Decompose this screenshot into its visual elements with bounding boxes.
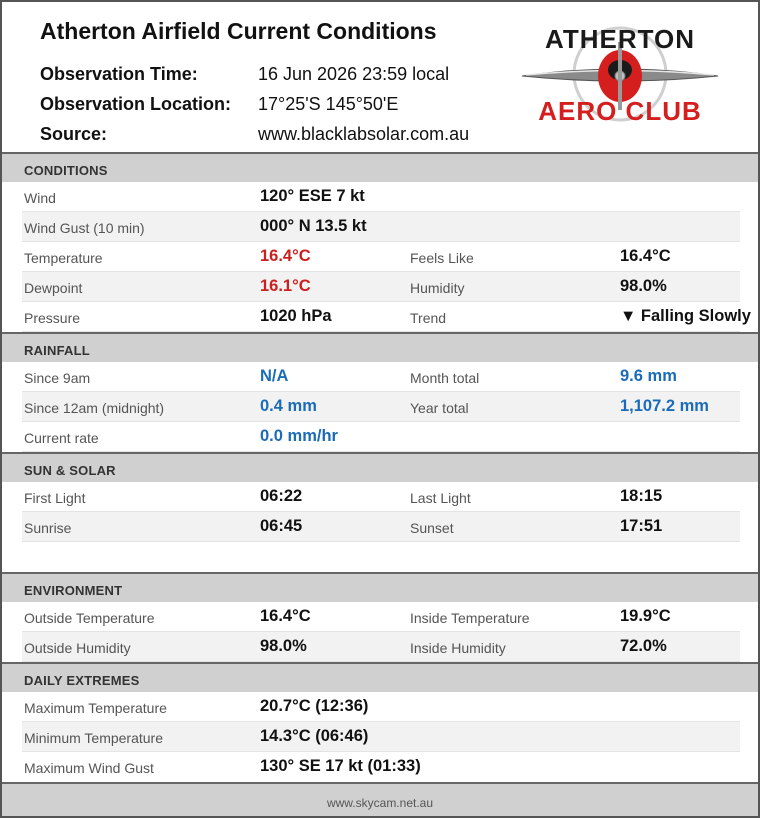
outside-temperature-value: 16.4°C — [260, 607, 311, 625]
since-midnight-row — [22, 392, 740, 422]
month-total-label: Month total — [410, 370, 480, 386]
section-heading: SUN & SOLAR — [24, 463, 116, 478]
outside-temperature-row — [22, 602, 740, 632]
section-rainfall — [2, 332, 758, 362]
first-light-row — [22, 482, 740, 512]
min-temperature-label: Minimum Temperature — [24, 730, 164, 746]
sunset-value: 17:51 — [620, 517, 663, 535]
inside-humidity-label: Inside Humidity — [410, 640, 506, 656]
dewpoint-value: 16.1°C — [260, 277, 311, 295]
gust-value: 000° N 13.5 kt — [260, 217, 367, 235]
empty-row — [22, 542, 740, 572]
section-daily-extremes — [2, 662, 758, 692]
pressure-value: 1020 hPa — [260, 307, 332, 325]
header — [2, 2, 758, 152]
outside-humidity-value: 98.0% — [260, 637, 307, 655]
sunrise-label: Sunrise — [24, 520, 72, 536]
since-midnight-value: 0.4 mm — [260, 397, 317, 415]
sunrise-value: 06:45 — [260, 517, 303, 535]
wind-label: Wind — [24, 190, 56, 206]
gust-row — [22, 212, 740, 242]
outside-humidity-row — [22, 632, 740, 662]
observation-time-value: 16 Jun 2026 23:59 local — [258, 64, 450, 84]
section-environment — [2, 572, 758, 602]
humidity-value: 98.0% — [620, 277, 667, 295]
month-total-value: 9.6 mm — [620, 367, 677, 385]
since-9am-label: Since 9am — [24, 370, 91, 386]
max-temperature-value: 20.7°C (12:36) — [260, 697, 369, 715]
observation-time-label: Observation Time: — [40, 64, 198, 84]
last-light-value: 18:15 — [620, 487, 663, 505]
feels-like-value: 16.4°C — [620, 247, 671, 265]
logo-top-text: ATHERTON — [544, 24, 696, 54]
pressure-row — [22, 302, 751, 332]
current-rate-label: Current rate — [24, 430, 99, 446]
max-temperature-label: Maximum Temperature — [24, 700, 167, 716]
footer — [2, 782, 758, 816]
section-conditions — [2, 152, 758, 182]
max-temperature-row — [22, 692, 740, 722]
trend-label: Trend — [410, 310, 447, 326]
max-wind-gust-label: Maximum Wind Gust — [24, 760, 154, 776]
year-total-value: 1,107.2 mm — [620, 397, 709, 415]
current-rate-value: 0.0 mm/hr — [260, 427, 338, 445]
pressure-label: Pressure — [24, 310, 81, 326]
first-light-label: First Light — [24, 490, 86, 506]
gust-label: Wind Gust (10 min) — [24, 220, 145, 236]
dewpoint-row — [22, 272, 740, 302]
inside-temperature-value: 19.9°C — [620, 607, 671, 625]
year-total-label: Year total — [410, 400, 469, 416]
wind-row — [22, 182, 740, 212]
dewpoint-label: Dewpoint — [24, 280, 83, 296]
first-light-value: 06:22 — [260, 487, 303, 505]
sunset-label: Sunset — [410, 520, 454, 536]
sunrise-row — [22, 512, 740, 542]
since-9am-value: N/A — [260, 367, 289, 385]
max-wind-gust-row — [22, 752, 740, 782]
logo-bottom-text: AERO CLUB — [538, 96, 702, 126]
humidity-label: Humidity — [410, 280, 465, 296]
min-temperature-value: 14.3°C (06:46) — [260, 727, 369, 745]
temperature-label: Temperature — [24, 250, 103, 266]
temperature-row — [22, 242, 740, 272]
since-9am-row — [22, 362, 740, 392]
last-light-label: Last Light — [410, 490, 471, 506]
trend-value: ▼ Falling Slowly — [620, 307, 751, 325]
outside-humidity-label: Outside Humidity — [24, 640, 131, 656]
current-rate-row — [22, 422, 740, 452]
source-label: Source: — [40, 124, 108, 144]
section-heading: DAILY EXTREMES — [24, 673, 140, 688]
observation-location-label: Observation Location: — [40, 94, 232, 114]
feels-like-label: Feels Like — [410, 250, 474, 266]
inside-temperature-label: Inside Temperature — [410, 610, 530, 626]
since-midnight-label: Since 12am (midnight) — [24, 400, 165, 416]
min-temperature-row — [22, 722, 740, 752]
outside-temperature-label: Outside Temperature — [24, 610, 155, 626]
footer-link[interactable]: www.skycam.net.au — [326, 796, 434, 810]
aero-club-logo — [516, 20, 724, 128]
observation-location-value: 17°25'S 145°50'E — [258, 94, 399, 114]
wind-value: 120° ESE 7 kt — [260, 187, 365, 205]
source-value: www.blacklabsolar.com.au — [258, 124, 470, 144]
max-wind-gust-value: 130° SE 17 kt (01:33) — [260, 757, 421, 775]
section-heading: CONDITIONS — [24, 163, 108, 178]
section-sun-solar — [2, 452, 758, 482]
temperature-value: 16.4°C — [260, 247, 311, 265]
inside-humidity-value: 72.0% — [620, 637, 667, 655]
page-title: Atherton Airfield Current Conditions — [40, 18, 437, 44]
section-heading: RAINFALL — [24, 343, 90, 358]
section-heading: ENVIRONMENT — [24, 583, 123, 598]
